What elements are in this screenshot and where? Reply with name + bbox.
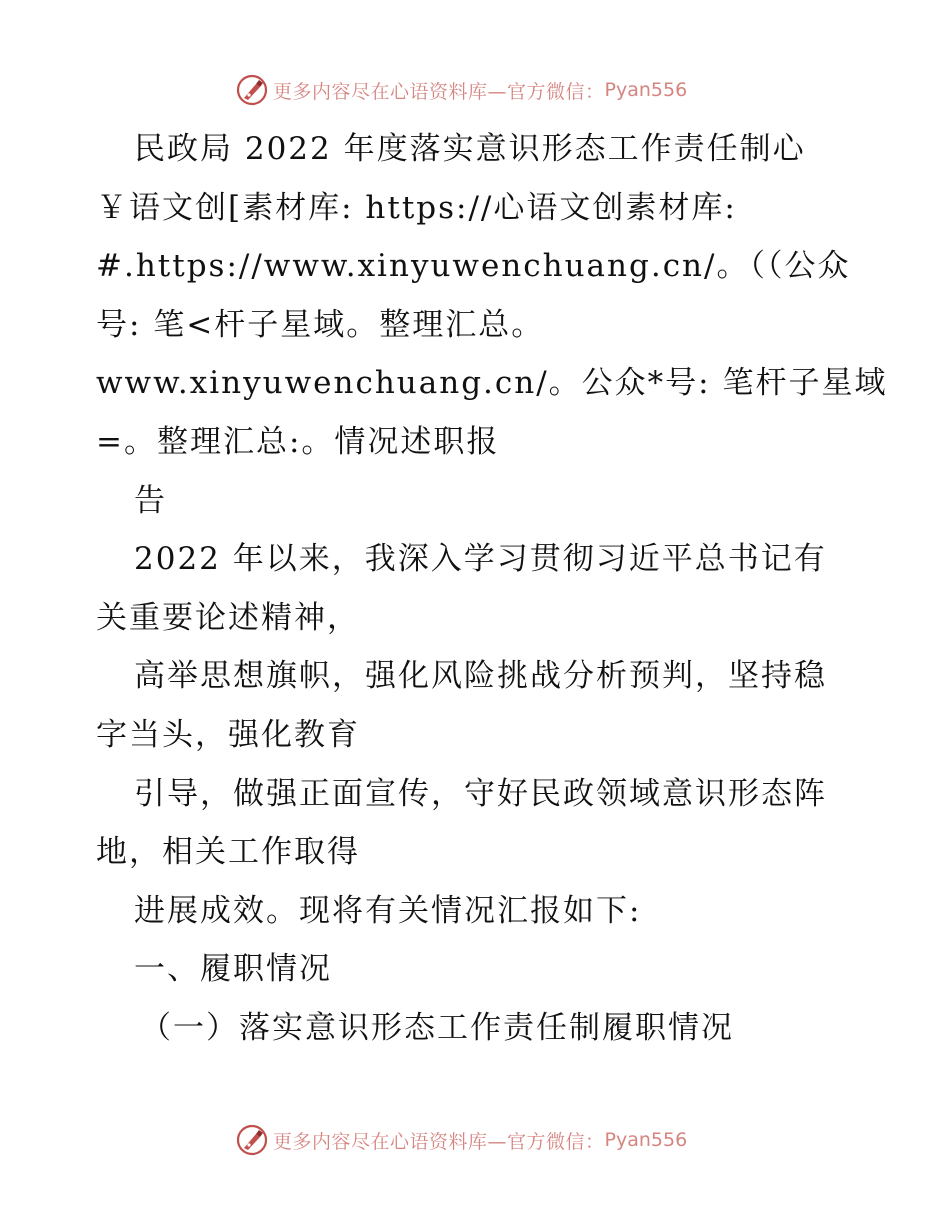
subsection-heading: （一）落实意识形态工作责任制履职情况	[140, 1009, 734, 1046]
doc-line: 2022 年以来，我深入学习贯彻习近平总书记有	[134, 541, 827, 578]
doc-line: 引导，做强正面宣传，守好民政领域意识形态阵	[134, 775, 827, 812]
header-watermark	[235, 72, 687, 108]
doc-line: ￥语文创[素材库: https://心语文创素材库:	[96, 189, 737, 226]
watermark-brand-text: 更多内容尽在心语资料库—官方微信：	[273, 1130, 605, 1153]
watermark-brand-text: 更多内容尽在心语资料库—官方微信：	[273, 80, 605, 103]
doc-line: 高举思想旗帜，强化风险挑战分析预判，坚持稳	[134, 658, 827, 695]
doc-line: #.https://www.xinyuwenchuang.cn/。（（公众	[96, 248, 851, 285]
pen-nib-logo-icon	[235, 73, 269, 107]
watermark-wechat-id: Pyan556	[604, 1129, 688, 1151]
watermark-wechat-id: Pyan556	[604, 79, 688, 101]
doc-line: 告	[134, 482, 167, 519]
footer-watermark	[235, 1122, 687, 1158]
doc-line: 进展成效。现将有关情况汇报如下:	[134, 892, 642, 929]
doc-line: 关重要论述精神，	[96, 599, 360, 636]
doc-line: www.xinyuwenchuang.cn/。公众*号: 笔杆子星域	[96, 365, 888, 402]
document-body	[96, 120, 888, 1058]
doc-line: =。整理汇总:。情况述职报	[96, 423, 500, 460]
doc-line: 民政局 2022 年度落实意识形态工作责任制心	[134, 131, 806, 167]
doc-line: 字当头，强化教育	[96, 716, 360, 753]
doc-line: 地，相关工作取得	[96, 834, 360, 871]
pen-nib-logo-icon	[235, 1123, 269, 1157]
section-heading: 一、履职情况	[134, 951, 332, 988]
doc-line: 号: 笔<杆子星域。整理汇总。	[96, 306, 545, 343]
